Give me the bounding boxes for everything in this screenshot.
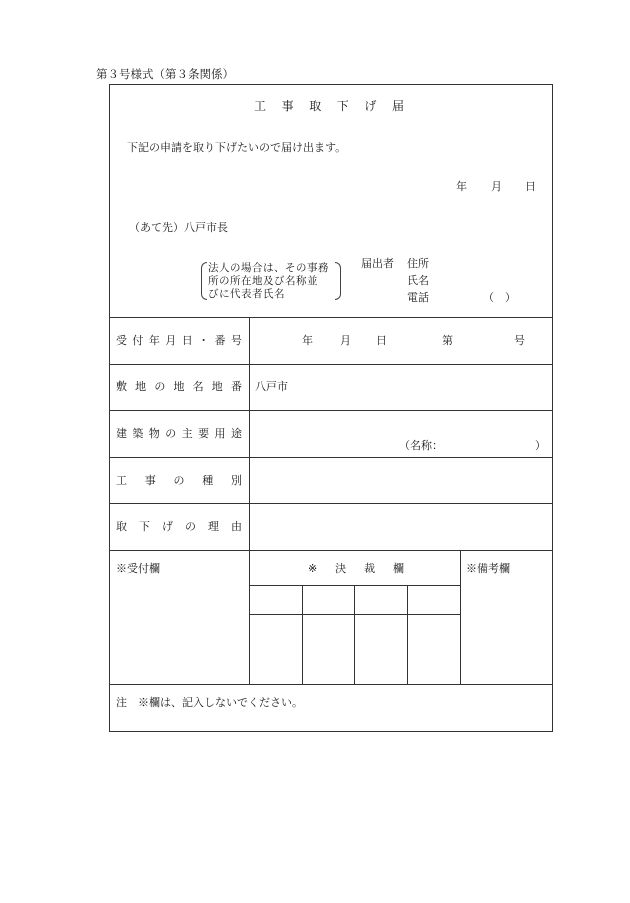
- label-char: 番: [214, 334, 226, 347]
- date-month: 月: [491, 180, 502, 193]
- label-char: 付: [132, 334, 144, 347]
- title-char: 事: [281, 99, 294, 113]
- rule: [407, 585, 408, 684]
- footer-note: 注 ※欄は、記入しないでください。: [116, 696, 303, 709]
- rule: [109, 410, 553, 411]
- bracket-right: [335, 262, 341, 300]
- receipt-number-prefix: 第: [442, 334, 453, 347]
- label-char: 取: [116, 520, 127, 533]
- label-char: 事: [144, 474, 156, 487]
- title-char: 工: [254, 99, 267, 113]
- applicant-label: 届出者: [361, 257, 394, 270]
- use-name-label: （名称：: [399, 439, 443, 452]
- title-char: 届: [391, 99, 404, 113]
- form-title: [254, 100, 404, 112]
- receipt-year: 年: [302, 334, 313, 347]
- address-label: 住所: [407, 257, 429, 270]
- row-label-work-type: [116, 475, 242, 486]
- form-frame: [109, 84, 553, 732]
- label-char: 地: [211, 380, 223, 393]
- receipt-month: 月: [340, 334, 351, 347]
- row-label-reason: [116, 521, 242, 532]
- rule: [109, 317, 553, 318]
- title-char: 取: [309, 99, 322, 113]
- label-char: 途: [230, 427, 242, 440]
- label-char: 号: [230, 334, 242, 347]
- label-char: の: [165, 427, 177, 440]
- label-char: 受: [116, 334, 127, 347]
- statement: 下記の申請を取り下げたいので届け出ます。: [127, 141, 347, 154]
- bracket-left: [201, 262, 207, 300]
- label-char: の: [173, 474, 185, 487]
- row-label-lot: [116, 381, 242, 392]
- corporation-note-line: 所の所在地及び名称並: [208, 275, 318, 287]
- label-char: 番: [230, 380, 242, 393]
- corporation-note-line: 法人の場合は、その事務: [208, 262, 329, 274]
- label-char: の: [185, 520, 196, 533]
- date-day: 日: [525, 180, 536, 193]
- rule: [249, 317, 250, 684]
- label-char: 地: [135, 380, 147, 393]
- label-char: 敷: [116, 380, 127, 393]
- label-char: 欄: [392, 562, 404, 575]
- row-label-use: [116, 428, 242, 439]
- label-char: 種: [202, 474, 214, 487]
- rule: [460, 550, 461, 684]
- receipt-day: 日: [376, 334, 387, 347]
- receipt-number-suffix: 号: [514, 334, 525, 347]
- phone-label: 電話: [407, 291, 429, 304]
- phone-paren: （ ）: [483, 291, 516, 304]
- label-char: 主: [181, 427, 193, 440]
- label-char: 築: [132, 427, 144, 440]
- addressee: （あて先）八戸市長: [129, 221, 228, 234]
- rule: [109, 684, 553, 685]
- label-char: 用: [214, 427, 226, 440]
- label-char: 別: [231, 474, 242, 487]
- label-char: 裁: [364, 562, 376, 575]
- rule: [354, 585, 355, 684]
- label-char: 決: [335, 562, 347, 575]
- label-char: ・: [198, 334, 210, 347]
- decision-field-label: [308, 563, 404, 574]
- row-label-receipt: [116, 335, 242, 346]
- label-char: 下: [139, 520, 150, 533]
- title-char: げ: [364, 99, 377, 113]
- rule: [109, 457, 553, 458]
- form-number: 第３号様式（第３条関係）: [96, 67, 234, 81]
- label-char: 物: [148, 427, 160, 440]
- lot-value: 八戸市: [255, 380, 288, 393]
- remarks-field-label: ※備考欄: [466, 562, 510, 575]
- label-char: の: [154, 380, 166, 393]
- rule: [109, 503, 553, 504]
- label-char: 年: [148, 334, 160, 347]
- label-char: 理: [208, 520, 219, 533]
- rule: [109, 364, 553, 365]
- rule: [302, 585, 303, 684]
- name-label: 氏名: [407, 274, 429, 287]
- rule: [109, 550, 553, 551]
- label-char: 工: [116, 474, 127, 487]
- label-char: 日: [181, 334, 193, 347]
- use-name-close: ）: [535, 439, 546, 452]
- label-char: 名: [192, 380, 204, 393]
- label-char: 月: [165, 334, 177, 347]
- corporation-note-line: びに代表者氏名: [208, 288, 285, 300]
- date-year: 年: [456, 180, 467, 193]
- label-char: 地: [173, 380, 185, 393]
- title-char: 下: [336, 99, 349, 113]
- label-char: げ: [162, 520, 173, 533]
- label-char: 建: [116, 427, 127, 440]
- label-char: 由: [231, 520, 242, 533]
- label-char: ※: [308, 562, 318, 575]
- reception-field-label: ※受付欄: [116, 562, 160, 575]
- label-char: 要: [198, 427, 210, 440]
